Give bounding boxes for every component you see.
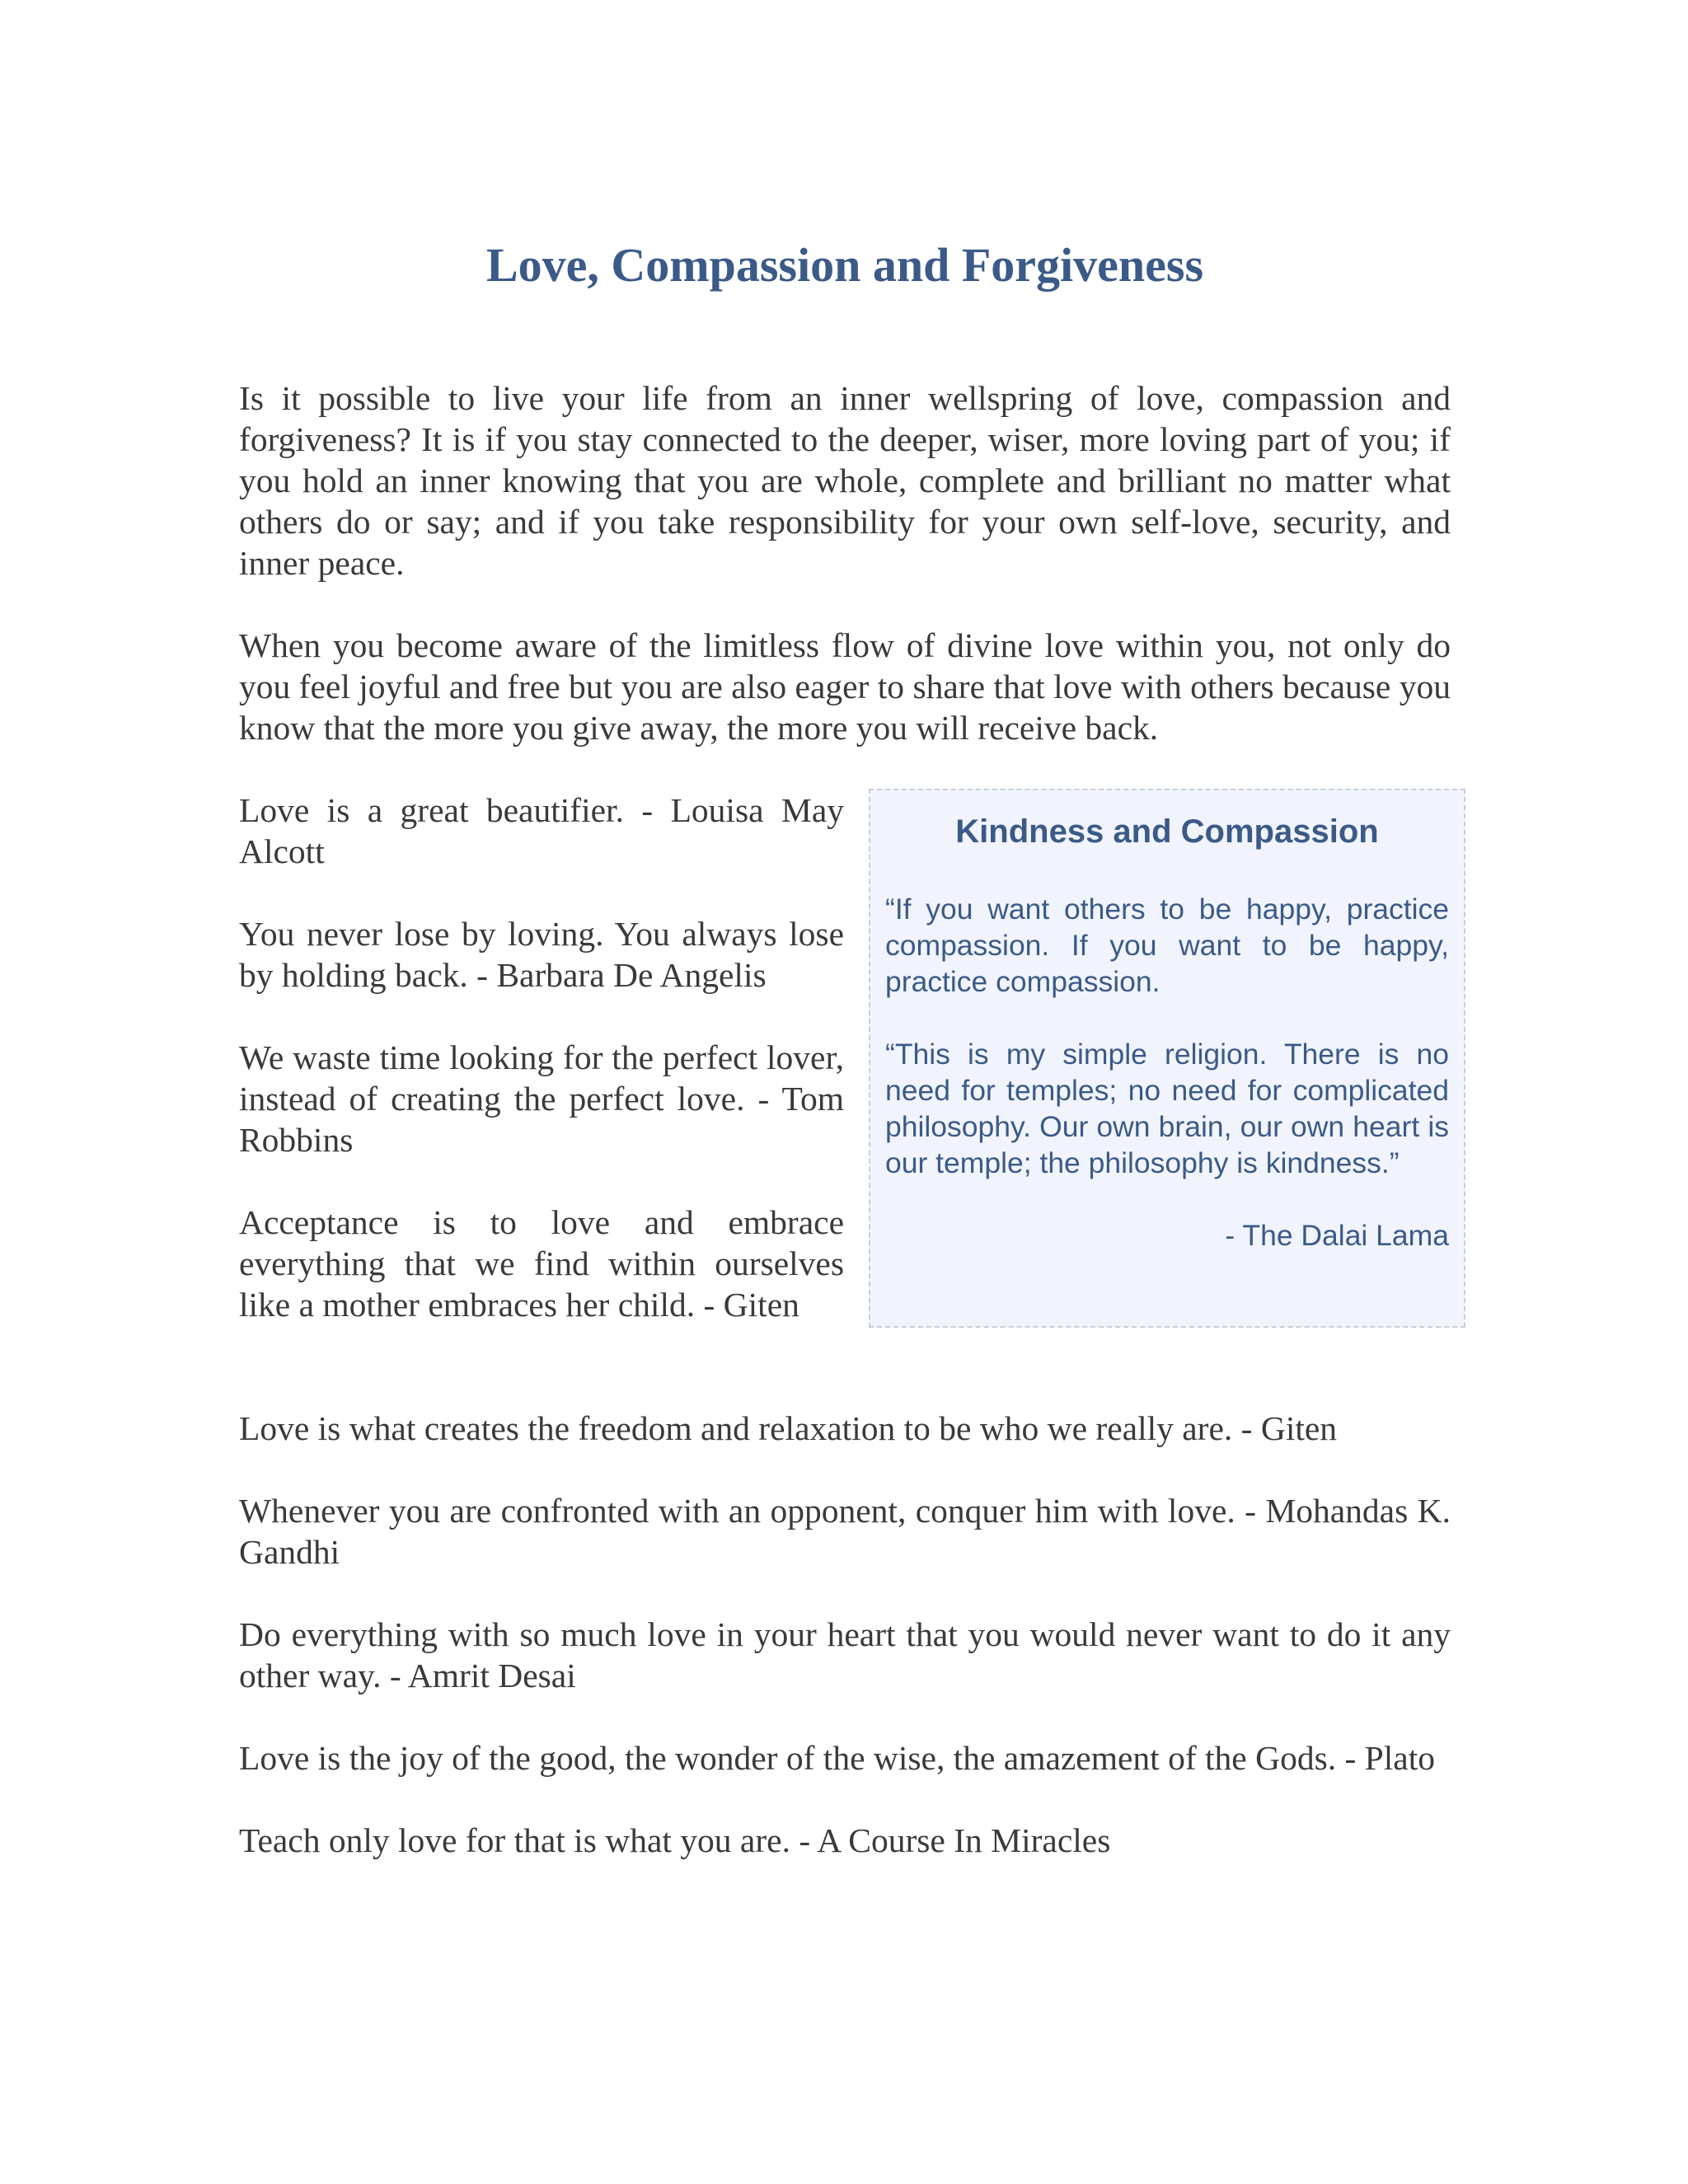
quote: Do everything with so much love in your heart that you would never want to do it any other way. - Amrit Desai [239,1615,1451,1694]
left-quotes-column [239,790,844,1366]
sidebar-box [869,789,1465,1328]
quote: Love is the joy of the good, the wonder of the wise, the amazement of the Gods. - Plato [239,1739,1435,1777]
page-title: Love, Compassion and Forgiveness [485,238,1204,292]
quote: Whenever you are confronted with an opponent, conquer him with love. - Mohandas K. Gandhi [239,1492,1451,1571]
sidebar-attribution: - The Dalai Lama [1225,1219,1449,1252]
sidebar-quote: “If you want others to be happy, practice compassion. If you want to be happy, practice compassion. [885,893,1449,998]
quote: We waste time looking for the perfect lover, instead of creating the perfect love. - Tom Robbins [239,1038,844,1159]
sidebar-quote: “This is my simple religion. There is no need for temples; no need for complicated philosophy. Our own brain, our own heart is our temple; the philosophy is kindness.” [885,1038,1449,1179]
bottom-quotes [239,1408,1451,1902]
quote: Love is a great beautifier. - Louisa May Alcott [239,791,844,870]
quote: Teach only love for that is what you are. - A Course In Miracles [239,1821,1111,1859]
intro-paragraph: Is it possible to live your life from an inner wellspring of love, compassion and forgiveness? It is if you stay connected to the deeper, wiser, more loving part of you; if you hold an inner knowing that you are whole, complete and brilliant no matter what others do or say; and if you take responsibility for your own self-love, security, and inner peace. [239,379,1451,582]
quote: You never lose by loving. You always lose by holding back. - Barbara De Angelis [239,915,844,994]
sidebar-title: Kindness and Compassion [955,813,1379,850]
intro-paragraph: When you become aware of the limitless flow of divine love within you, not only do you feel joyful and free but you are also eager to share that love with others because you know that the more you give away, the more you will receive back. [239,626,1451,747]
quote: Acceptance is to love and embrace everything that we find within ourselves like a mother embraces her child. - Giten [239,1203,844,1324]
quote: Love is what creates the freedom and relaxation to be who we really are. - Giten [239,1409,1338,1447]
